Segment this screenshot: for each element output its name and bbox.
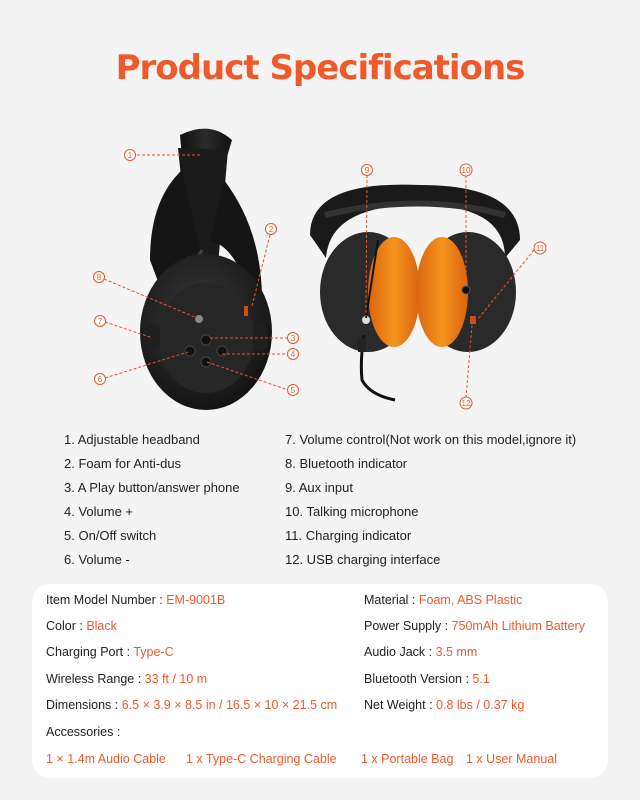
svg-text:9: 9 [364, 166, 370, 175]
callout-9 [362, 165, 373, 176]
spec-value: 6.5 × 3.9 × 8.5 in / 16.5 × 10 × 21.5 cm [121, 698, 338, 712]
spec-power-supply [364, 619, 585, 633]
feature-item: 2. Foam for Anti-dus [64, 456, 182, 471]
spec-accessories-label: Accessories : [46, 725, 121, 739]
spec-label: Material : [364, 593, 416, 607]
spec-label: Color : [46, 619, 83, 633]
feature-item: 1. Adjustable headband [64, 432, 200, 447]
svg-text:6: 6 [97, 375, 103, 384]
spec-color [46, 619, 117, 633]
spec-label: Audio Jack : [364, 645, 433, 659]
svg-text:8: 8 [96, 273, 102, 282]
feature-item: 8. Bluetooth indicator [285, 456, 408, 471]
spec-label: Power Supply : [364, 619, 449, 633]
feature-item: 9. Aux input [285, 480, 353, 495]
feature-item: 5. On/Off switch [64, 528, 157, 543]
headphone-front-view [310, 185, 520, 400]
feature-item: 11. Charging indicator [285, 528, 412, 543]
feature-list-right [285, 428, 625, 572]
accessory-item: 1 x Type-C Charging Cable [186, 752, 337, 766]
spec-value: Black [86, 619, 117, 633]
spec-label: Item Model Number : [46, 593, 163, 607]
feature-item: 7. Volume control(Not work on this model,ignore it) [285, 432, 577, 447]
spec-net-weight [364, 698, 524, 712]
page-title: Product Specifications [115, 48, 525, 88]
feature-item: 10. Talking microphone [285, 504, 419, 519]
callout-11 [534, 242, 546, 254]
spec-value: 3.5 mm [435, 645, 478, 659]
feature-item: 6. Volume - [64, 552, 130, 567]
spec-card [32, 584, 608, 778]
spec-label: Charging Port : [46, 645, 131, 659]
accessory-item: 1 x Portable Bag [361, 752, 454, 766]
svg-text:5: 5 [290, 386, 296, 395]
feature-item: 4. Volume + [64, 504, 134, 519]
callout-7 [95, 316, 106, 327]
spec-audio-jack [364, 645, 477, 659]
accessory-item: 1 × 1.4m Audio Cable [46, 752, 166, 766]
callout-2 [266, 224, 277, 235]
callout-4 [288, 349, 299, 360]
spec-label: Net Weight : [364, 698, 433, 712]
accessory-item: 1 x User Manual [466, 752, 558, 766]
spec-bluetooth-version [364, 672, 490, 686]
svg-text:4: 4 [290, 350, 296, 359]
callout-6 [95, 374, 106, 385]
spec-value: EM-9001B [166, 593, 226, 607]
callout-1 [125, 150, 136, 161]
headphone-side-view [140, 129, 272, 410]
callout-12 [460, 397, 472, 409]
spec-label: Wireless Range : [46, 672, 142, 686]
spec-wireless-range [46, 672, 207, 686]
svg-text:1: 1 [127, 151, 133, 160]
spec-value: 5.1 [472, 672, 490, 686]
svg-text:7: 7 [97, 317, 103, 326]
spec-value: 0.8 lbs / 0.37 kg [436, 698, 525, 712]
spec-model [46, 593, 225, 607]
feature-item: 12. USB charging interface [285, 552, 441, 567]
spec-value: Type-C [133, 645, 174, 659]
feature-list-left [64, 428, 274, 572]
spec-dimensions [46, 698, 337, 712]
callout-5 [288, 385, 299, 396]
callout-8 [94, 272, 105, 283]
spec-value: 33 ft / 10 m [144, 672, 208, 686]
callout-10 [460, 164, 472, 176]
spec-label: Dimensions : [46, 698, 119, 712]
spec-charging-port [46, 645, 174, 659]
feature-item: 3. A Play button/answer phone [64, 480, 240, 495]
svg-text:11: 11 [535, 244, 545, 253]
spec-value: 750mAh Lithium Battery [451, 619, 585, 633]
svg-text:3: 3 [290, 334, 296, 343]
svg-text:10: 10 [461, 166, 471, 175]
svg-text:12: 12 [461, 399, 471, 408]
svg-text:2: 2 [268, 225, 274, 234]
spec-value: Foam, ABS Plastic [418, 593, 523, 607]
callout-3 [288, 333, 299, 344]
spec-label: Bluetooth Version : [364, 672, 469, 686]
spec-material [364, 593, 522, 607]
